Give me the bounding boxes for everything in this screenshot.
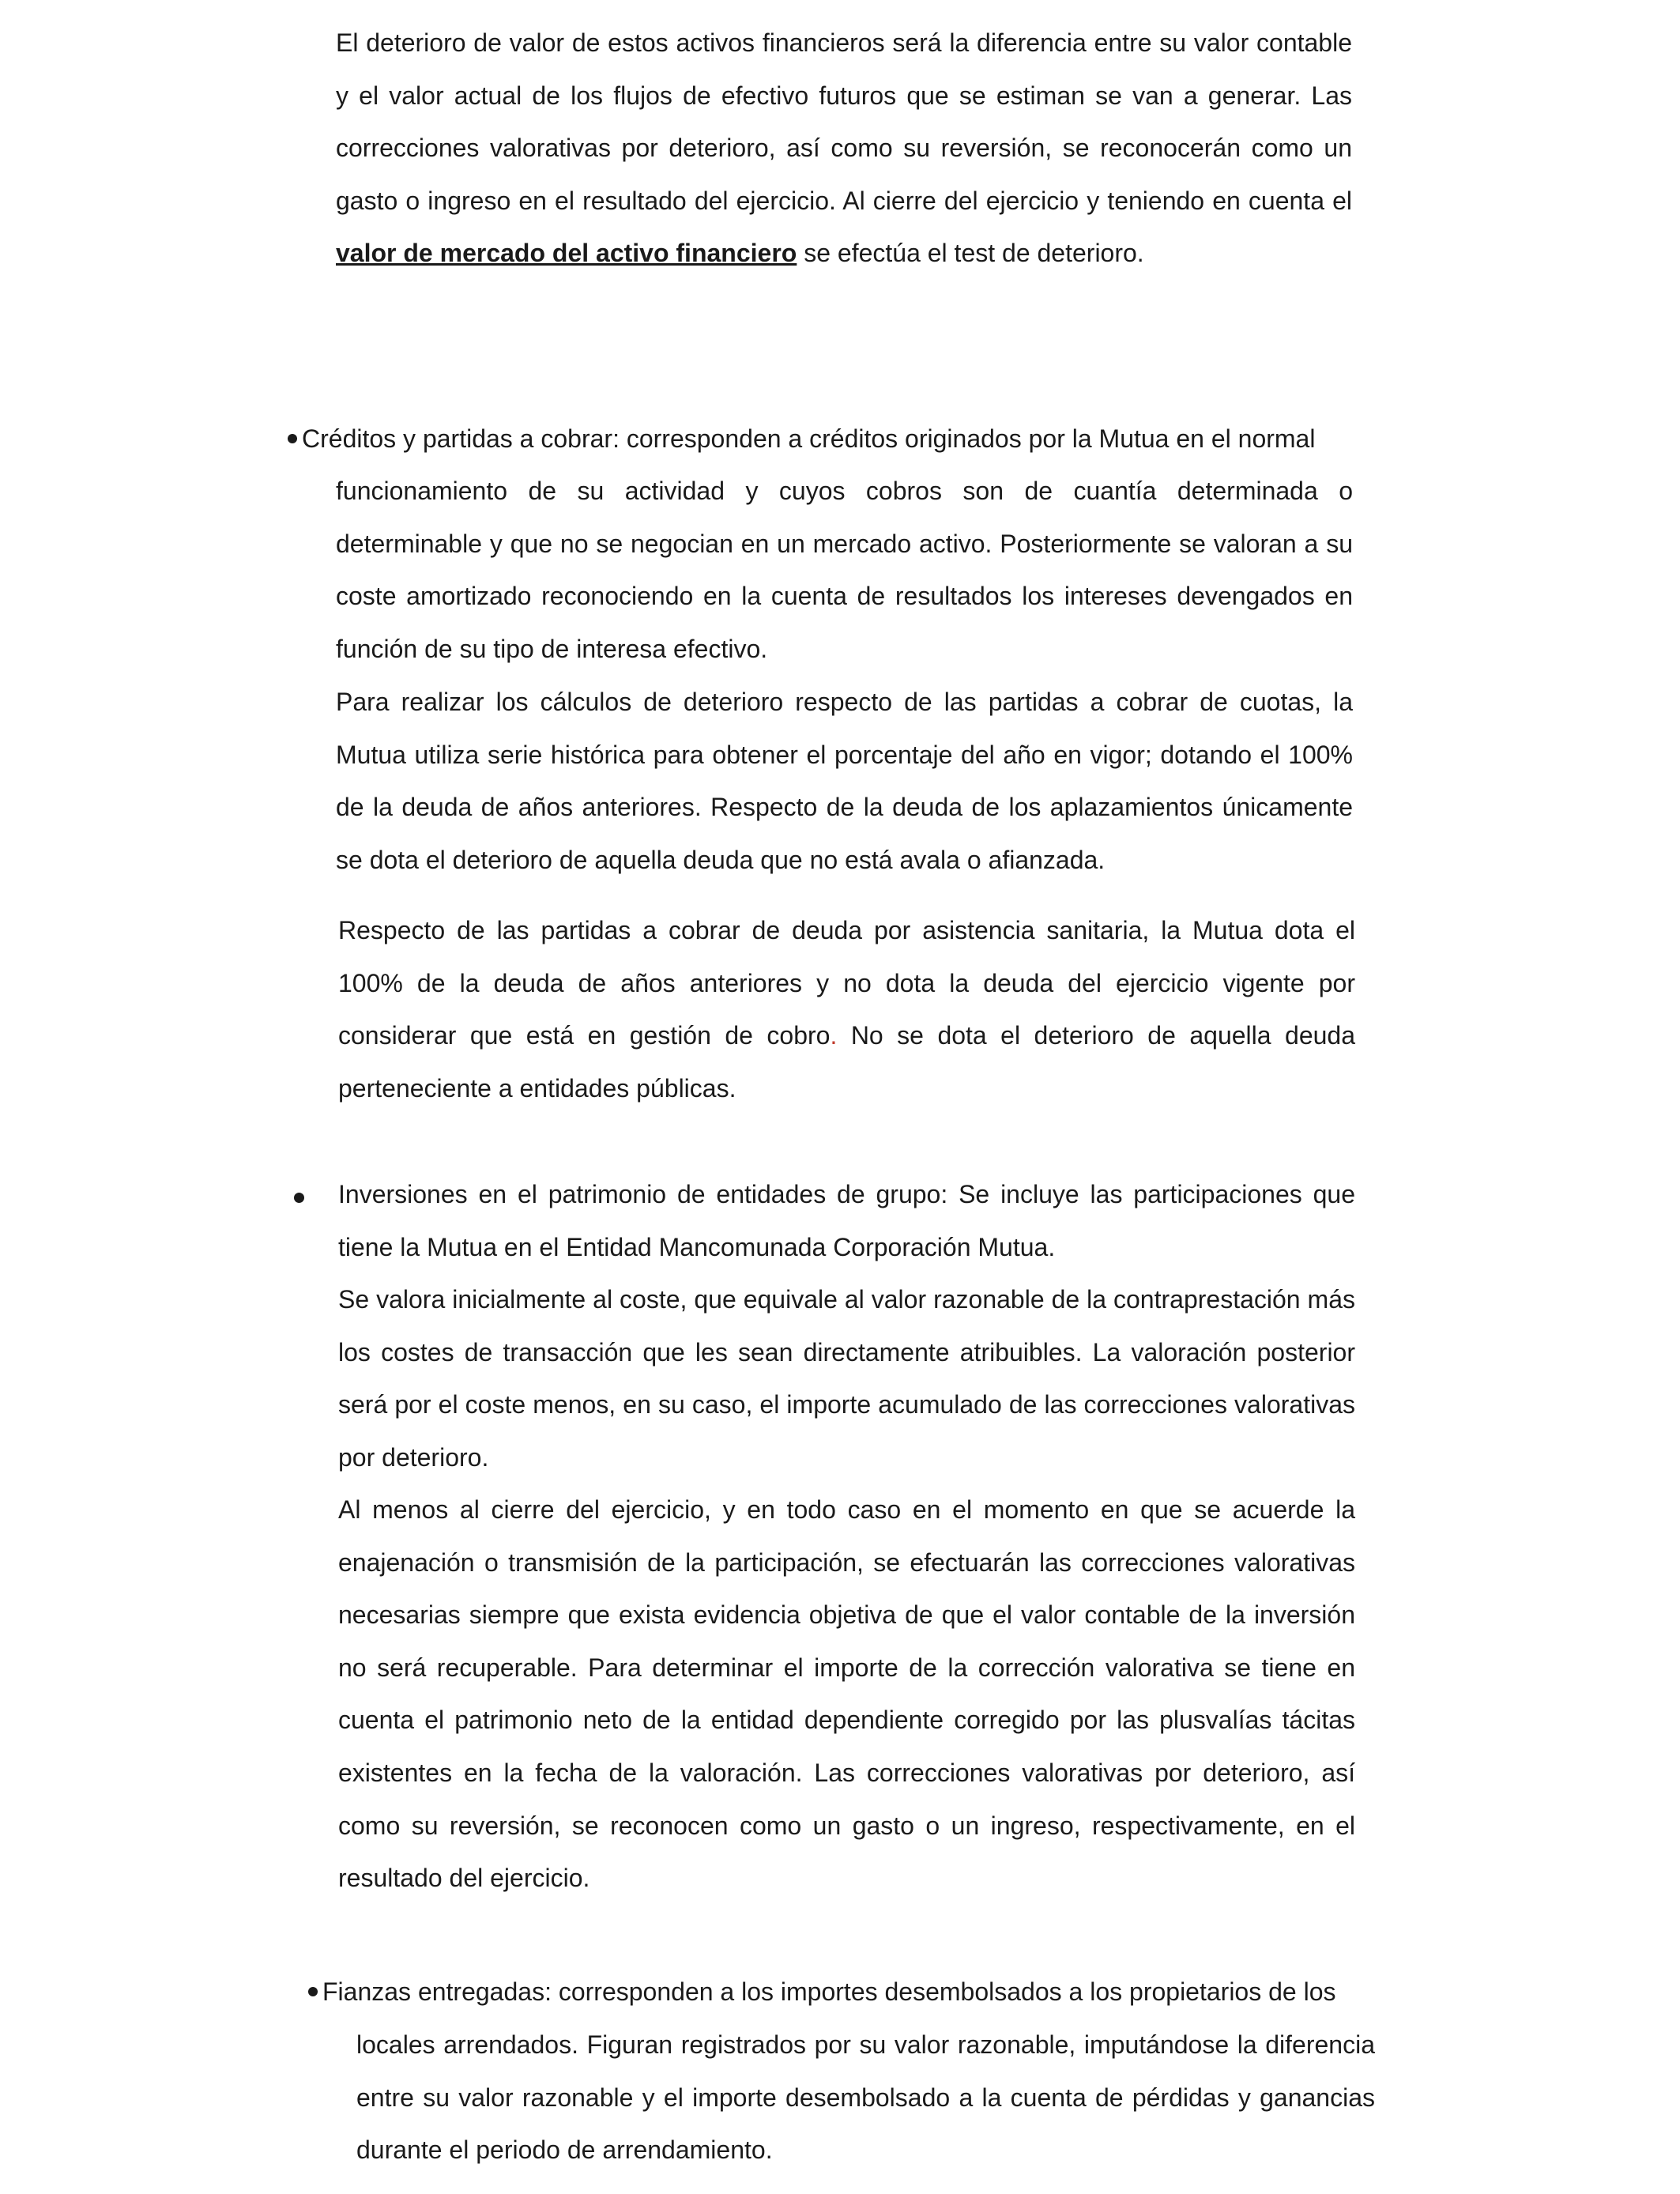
intro-emphasis: valor de mercado del activo financiero (336, 239, 797, 268)
intro-paragraph (336, 17, 1352, 280)
inversiones-paragraph-1: Inversiones en el patrimonio de entidades de grupo: Se incluye las participaciones que tiene la Mutua en el Entidad Mancomunada Corporación Mutua. (338, 1180, 1355, 1261)
creditos-paragraph-2: Para realizar los cálculos de deterioro respecto de las partidas a cobrar de cuotas, la Mutua utiliza serie histórica para obtener el porcentaje del año en vigor; dotando el 100% de la deuda de años anteriores. Respecto de la deuda de los aplazamientos únicamente se dota el deterioro de aquella deuda que no está avala o afianzada. (336, 688, 1353, 874)
inversiones-paragraph-3: Al menos al cierre del ejercicio, y en todo caso en el momento en que se acuerde la enajenación o transmisión de la participación, se efectuarán las correcciones valorativas necesarias siempre que exista evidencia objetiva de que el valor contable de la inversión no será recuperable. Para determinar el importe de la corrección valorativa se tiene en cuenta el patrimonio neto de la entidad dependiente corregido por las plusvalías tácitas existentes en la fecha de la valoración. Las correcciones valorativas por deterioro, así como su reversión, se reconocen como un gasto o un ingreso, respectivamente, en el resultado del ejercicio. (338, 1495, 1355, 1893)
creditos-first-text: Créditos y partidas a cobrar: corresponden a créditos originados por la Mutua en el normal (302, 424, 1316, 453)
fianzas-paragraph-rest: locales arrendados. Figuran registrados por su valor razonable, imputándose la diferencia entre su valor razonable y el importe desembolsado a la cuenta de pérdidas y ganancias durante el periodo de arrendamiento. (356, 2030, 1375, 2165)
fianzas-first-line (308, 1966, 1375, 2019)
creditos-p3-text-end: No se dota el deterioro de aquella deuda perteneciente a entidades públicas. (338, 1021, 1356, 1103)
creditos-paragraph-3 (338, 904, 1355, 1114)
inversiones-paragraph-2: Se valora inicialmente al coste, que equivale al valor razonable de la contraprestación más los costes de transacción que les sean directamente atribuibles. La valoración posterior será por el coste menos, en su caso, el importe acumulado de las correcciones valorativas por deterioro. (338, 1285, 1355, 1472)
creditos-paragraph-rest: funcionamiento de su actividad y cuyos cobros son de cuantía determinada o determinable y que no se negocian en un mercado activo. Posteriormente se valoran a su coste amortizado reconociendo en la cuenta de resultados los intereses devengados en función de su tipo de interesa efectivo. (336, 477, 1353, 663)
fianzas-first-text: Fianzas entregadas: corresponden a los importes desembolsados a los propietarios de los (322, 1977, 1336, 2006)
bullet-icon (294, 1193, 304, 1203)
creditos-p3-text: Respecto de las partidas a cobrar de deuda por asistencia sanitaria, la Mutua dota el 100% de la deuda de años anteriores y no dota la deuda del ejercicio vigente por considerar que está en gestión de cobro (338, 916, 1355, 1050)
intro-text: El deterioro de valor de estos activos financieros será la diferencia entre su valor contable y el valor actual de los flujos de efectivo futuros que se estiman se van a generar. Las correcciones valorativas por deterioro, así como su reversión, se reconocerán como un gasto o ingreso en el resultado del ejercicio. Al cierre del ejercicio y teniendo en cuenta el (336, 28, 1352, 215)
intro-text-end: se efectúa el test de deterioro. (797, 239, 1144, 268)
bullet-icon (288, 434, 297, 443)
creditos-p3-dot: . (830, 1021, 838, 1050)
bullet-icon (308, 1987, 318, 1996)
creditos-first-line (288, 413, 1354, 466)
